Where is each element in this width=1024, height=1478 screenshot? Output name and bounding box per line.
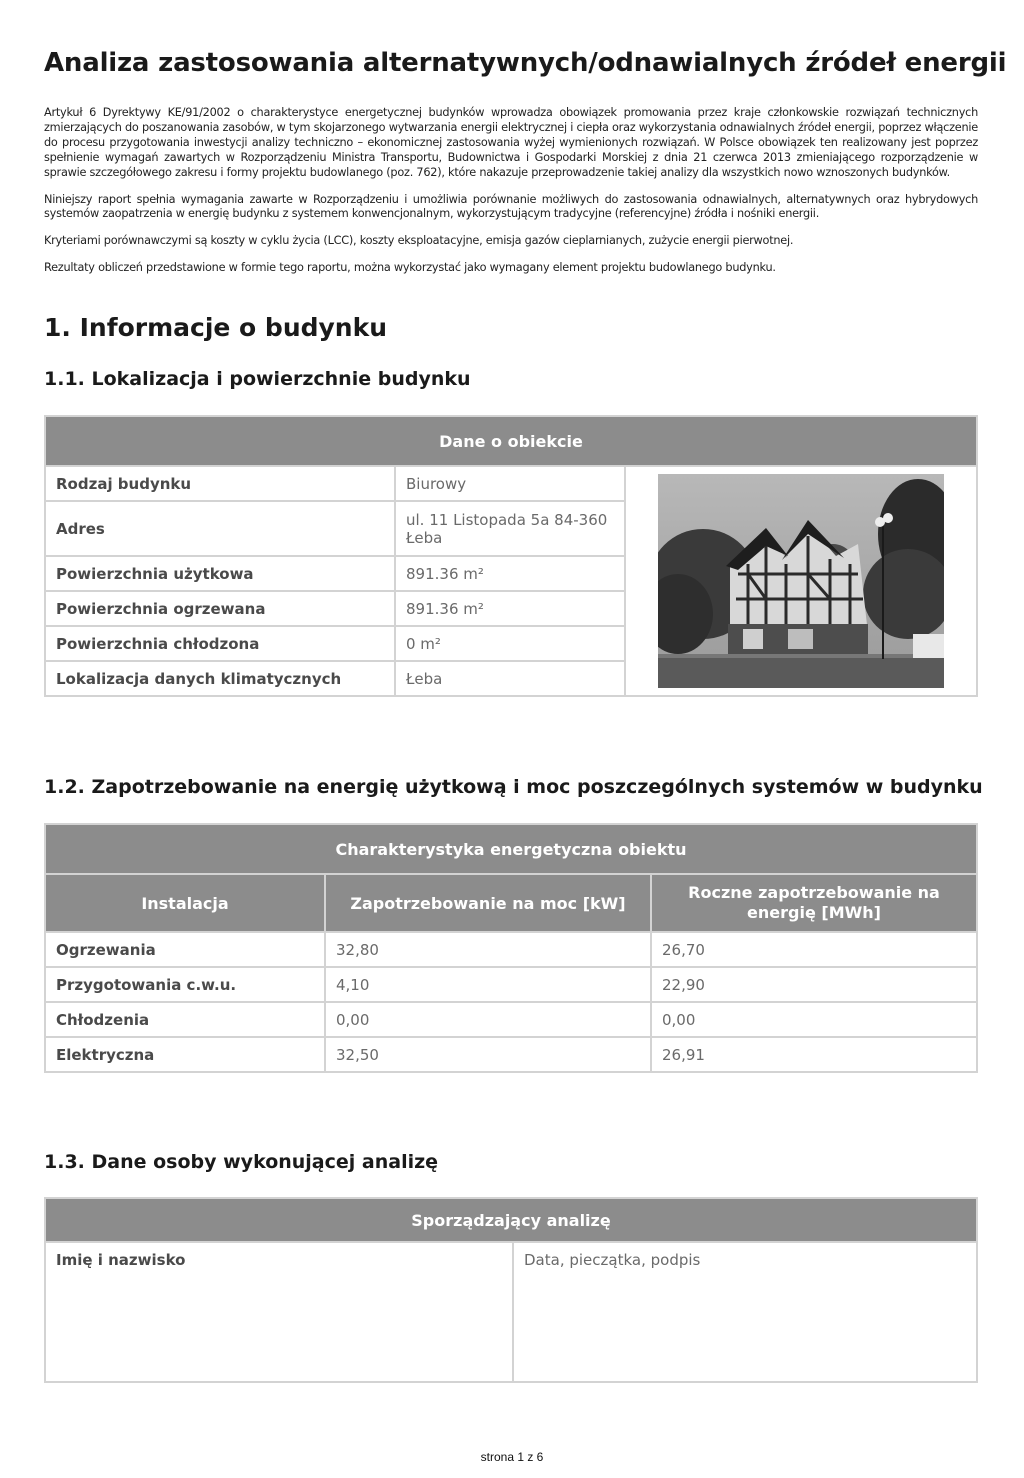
table-row [45,932,977,967]
energy-table-header: Charakterystyka energetyczna obiektu [45,824,977,874]
author-table-header: Sporządzający analizę [45,1198,977,1242]
row-value: ul. 11 Listopada 5a 84-360 Łeba [395,501,625,556]
author-name-field: Imię i nazwisko [45,1242,513,1382]
section-1-title: 1. Informacje o budynku [44,313,388,342]
signature-field: Data, pieczątka, podpis [513,1242,977,1382]
installation-name: Elektryczna [45,1037,325,1072]
table-row [45,466,977,501]
installation-name: Chłodzenia [45,1002,325,1037]
section-1-1-title: 1.1. Lokalizacja i powierzchnie budynku [44,368,471,390]
energy-value: 26,70 [651,932,977,967]
table-row [45,967,977,1002]
power-value: 4,10 [325,967,651,1002]
intro-paragraph-4: Rezultaty obliczeń przedstawione w formie tego raportu, można wykorzystać jako wymagany element projektu budowlanego budynku. [44,261,776,275]
energy-value: 22,90 [651,967,977,1002]
installation-name: Ogrzewania [45,932,325,967]
row-value: 0 m² [395,626,625,661]
power-value: 32,50 [325,1037,651,1072]
building-data-table [44,415,978,697]
column-header-installation: Instalacja [45,874,325,932]
row-value: 891.36 m² [395,556,625,591]
table-row [45,1037,977,1072]
row-label: Adres [45,501,395,556]
row-label: Rodzaj budynku [45,466,395,501]
row-value: Biurowy [395,466,625,501]
document-title: Analiza zastosowania alternatywnych/odnawialnych źródeł energii [44,48,1007,78]
energy-table [44,823,978,1073]
energy-value: 26,91 [651,1037,977,1072]
power-value: 32,80 [325,932,651,967]
energy-value: 0,00 [651,1002,977,1037]
row-label: Powierzchnia chłodzona [45,626,395,661]
intro-paragraph-1: Artykuł 6 Dyrektywy KE/91/2002 o charakterystyce energetycznej budynków wprowadza obowiązek promowania przez kraje członkowskie rozwiązań technicznych zmierzających do poszanowania zasobów, w tym skojarzonego wytwarzania energii elektrycznej i ciepła oraz wykorzystania odnawialnych źródeł energii, poprzez włączenie do procesu przygotowania inwestycji analizy techniczno – ekonomicznej zastosowania wyżej wymienionych rozwiązań. W Polsce obowiązek ten realizowany jest poprzez spełnienie wymagań zawartych w Rozporządzeniu Ministra Transportu, Budownictwa i Gospodarki Morskiej z dnia 21 czerwca 2013 zmieniającego rozporządzenie w sprawie szczegółowego zakresu i formy projektu budowlanego (poz. 762), które nakazuje przeprowadzenie takiej analizy dla wszystkich nowo wznoszonych budynków. [44,106,978,179]
building-photo-cell [625,466,977,696]
table-row [45,1002,977,1037]
power-value: 0,00 [325,1002,651,1037]
page-number: strona 1 z 6 [480,1450,544,1464]
intro-paragraph-2: Niniejszy raport spełnia wymagania zawarte w Rozporządzeniu i umożliwia porównanie możliwych do zastosowania odnawialnych, alternatywnych oraz hybrydowych systemów zaopatrzenia w energię budynku z systemem konwencjonalnym, wykorzystującym tradycyjne (referencyjne) źródła i nośniki energii. [44,192,978,221]
row-value: Łeba [395,661,625,696]
building-data-table-header: Dane o obiekcie [45,416,977,466]
row-value: 891.36 m² [395,591,625,626]
section-1-3-title: 1.3. Dane osoby wykonującej analizę [44,1151,439,1173]
intro-text [44,106,978,288]
building-photo [658,474,944,688]
author-table [44,1197,978,1383]
column-header-power: Zapotrzebowanie na moc [kW] [325,874,651,932]
section-1-2-title: 1.2. Zapotrzebowanie na energię użytkową i moc poszczególnych systemów w budynku [44,776,983,798]
column-header-energy: Roczne zapotrzebowanie na energię [MWh] [651,874,977,932]
installation-name: Przygotowania c.w.u. [45,967,325,1002]
row-label: Powierzchnia ogrzewana [45,591,395,626]
intro-paragraph-3: Kryteriami porównawczymi są koszty w cyklu życia (LCC), koszty eksploatacyjne, emisja gazów cieplarnianych, zużycie energii pierwotnej. [44,234,794,248]
row-label: Lokalizacja danych klimatycznych [45,661,395,696]
row-label: Powierzchnia użytkowa [45,556,395,591]
